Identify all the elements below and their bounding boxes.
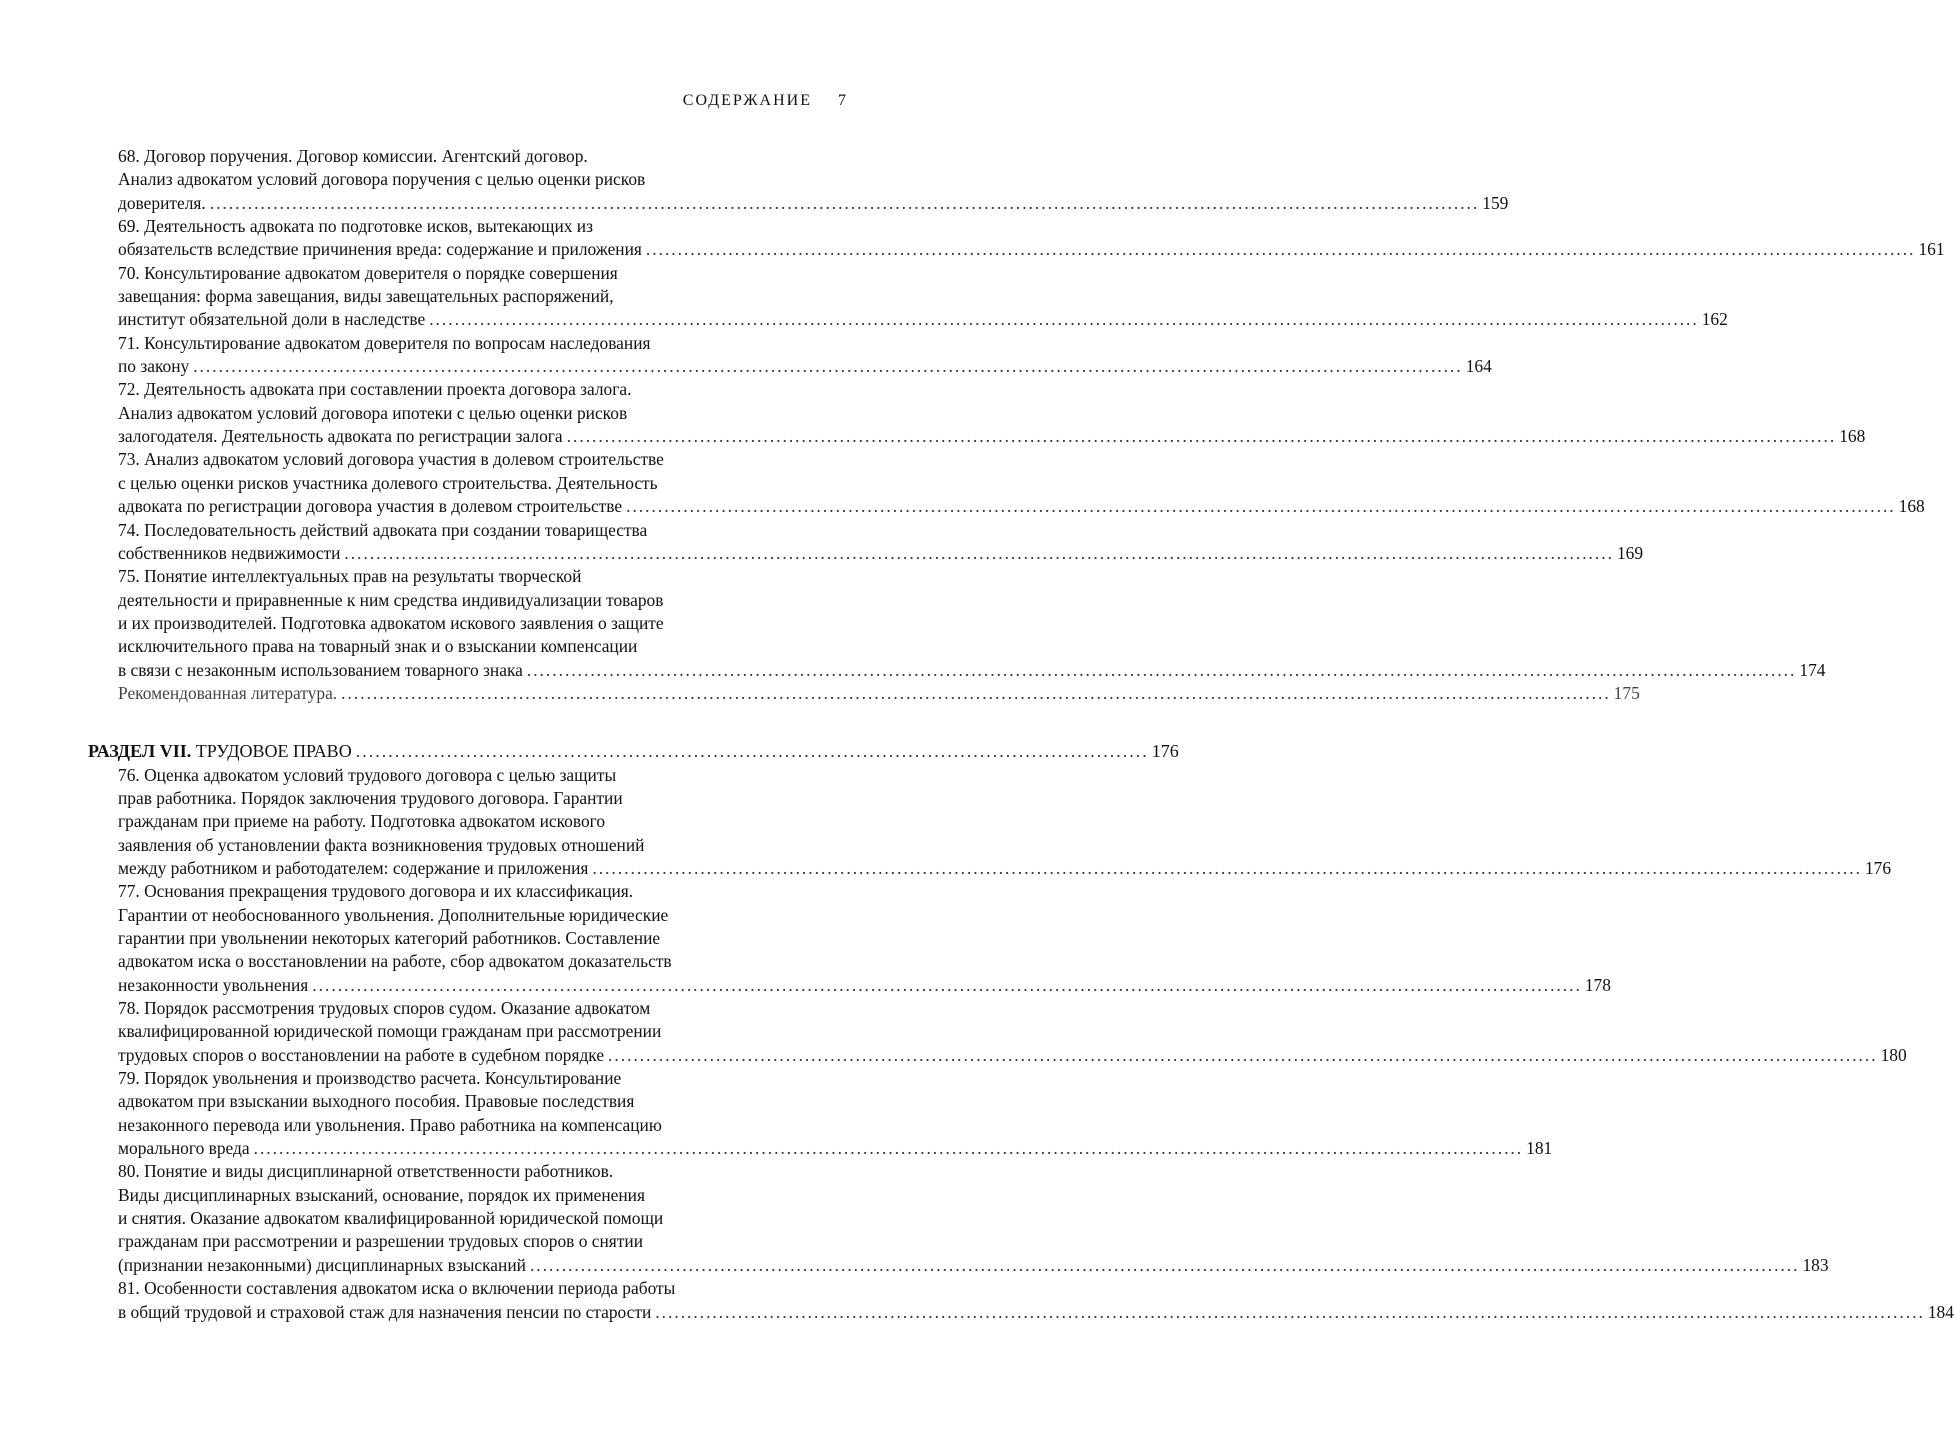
toc-entry-page: 175 [1613,682,1640,703]
toc-entry-text: прав работника. Порядок заключения трудового договора. Гарантии [118,787,623,808]
toc-entry [118,1067,1553,1160]
toc-entry-text: Виды дисциплинарных взысканий, основание, порядок их применения [118,1184,645,1205]
section-label: РАЗДЕЛ VII. [88,741,192,762]
toc-entry-text: с целью оценки рисков участника долевого строительства. Деятельность [118,472,658,493]
toc-entry-text: 72. Деятельность адвоката при составлении проекта договора залога. [118,379,632,400]
toc-entry-text: Гарантии от необоснованного увольнения. Дополнительные юридические [118,904,669,925]
toc-entry-page: 180 [1880,1044,1907,1065]
toc-entry-line [118,285,844,308]
toc-entry [118,997,1907,1067]
toc-entry-text: заявления об установлении факта возникновения трудовых отношений [118,834,645,855]
toc-entry-page: 183 [1802,1254,1829,1275]
leader-dots: ........................................................................................................................................................................................................ [341,682,1611,703]
toc-entry-text: гарантии при увольнении некоторых категорий работников. Составление [118,928,661,948]
toc-entry-text: и их производителей. Подготовка адвокатом искового заявления о защите [118,612,664,633]
toc-entry [118,880,1611,997]
leader-dots: ........................................................................................................................................................................................................ [529,1254,1800,1275]
toc-entry-line [118,378,844,401]
toc-entry [118,215,1945,262]
leader-dots: ........................................................................................................................................................................................................ [566,426,1837,447]
toc-entry-text: 71. Консультирование адвокатом доверителя по вопросам наследования [118,332,651,353]
toc-entry-text: доверителя. [118,192,206,213]
toc-entry-line [118,402,844,425]
toc-entry-text: в связи с незаконным использованием товарного знака [118,659,523,680]
toc-entry-line [118,1090,844,1113]
toc-entry-page: 161 [1918,239,1945,260]
toc-entry-line [118,1044,1907,1067]
page-number: 7 [838,92,846,109]
leader-dots: ........................................................................................................................................................................................................ [645,239,1916,260]
toc-entry-line [118,308,1728,331]
leader-dots: ........................................................................................................................................................................................................ [209,192,1480,213]
toc-entry-text: Анализ адвокатом условий договора поручения с целью оценки рисков [118,169,646,190]
toc-entry-text: деятельности и приравненные к ним средства индивидуализации товаров [118,589,664,610]
toc-entry-line [118,192,1509,215]
toc-entry-line [118,927,844,950]
toc-entry-line [118,519,844,542]
leader-dots: ........................................................................................................................................................................................................ [312,974,1582,995]
toc-entries-bottom [118,764,1954,1324]
toc-entry-text: Анализ адвокатом условий договора ипотеки с целью оценки рисков [118,402,628,423]
toc-entry-line [118,238,1945,261]
running-head [683,92,846,116]
toc-entry-text: 70. Консультирование адвокатом доверителя о порядке совершения [118,262,618,283]
toc-entry-line [118,1020,844,1043]
toc-entry [118,145,1509,215]
toc-entry-text: 69. Деятельность адвоката по подготовке исков, вытекающих из [118,216,593,237]
toc-entry-page: 184 [1927,1301,1954,1322]
leader-dots: ........................................................................................................................................................................................................ [253,1138,1524,1159]
section-gap [118,705,844,740]
toc-entry-text: 68. Договор поручения. Договор комиссии. Агентский договор. [118,146,588,166]
toc-entry [118,565,1826,682]
toc-entry-text: между работником и работодателем: содержание и приложения [118,857,589,878]
toc-entry [118,519,1644,566]
toc-entry-line [118,495,1925,518]
toc-entry-line [118,1114,844,1137]
toc-entry [118,1277,1954,1324]
toc-entry-line [118,1137,1553,1160]
toc-entry-text: институт обязательной доли в наследстве [118,309,426,330]
toc-entry-text: адвоката по регистрации договора участия в долевом строительстве [118,496,623,517]
toc-entry-line [118,682,1640,705]
toc-entry-line [118,355,1492,378]
leader-dots: ........................................................................................................................................................................................................ [608,1044,1878,1065]
toc-entry-text: адвокатом иска о восстановлении на работе, сбор адвокатом доказательств [118,951,672,972]
toc-entry-line [118,1301,1954,1324]
toc-entry-line [118,215,844,238]
running-head-title: СОДЕРЖАНИЕ [682,92,812,109]
toc-entry-text: собственников недвижимости [118,542,341,563]
section-page: 176 [1151,741,1179,762]
toc-entry-text: квалифицированной юридической помощи гражданам при рассмотрении [118,1021,662,1042]
leader-dots: ........................................................................................................................................................................................................ [626,496,1896,517]
toc-section-heading [88,740,1179,763]
leader-dots: .......................................................................................................................... [355,741,1149,762]
toc-entry-line [118,1230,844,1253]
toc-entry-text: в общий трудовой и страховой стаж для назначения пенсии по старости [118,1301,652,1322]
toc-entry [118,1160,1829,1277]
leader-dots: ........................................................................................................................................................................................................ [429,309,1699,330]
toc-entry [118,448,1925,518]
toc-entry-page: 164 [1465,356,1492,377]
toc-entry [118,682,1640,705]
toc-entry-text: гражданам при рассмотрении и разрешении трудовых споров о снятии [118,1231,644,1252]
toc-entry-text: 75. Понятие интеллектуальных прав на результаты творческой [118,566,582,587]
toc-entry-text: по закону [118,356,190,377]
toc-entry-text: 81. Особенности составления адвокатом иска о включении периода работы [118,1278,676,1299]
toc-entry-page: 169 [1616,542,1644,563]
toc-entry-text: 74. Последовательность действий адвоката при создании товарищества [118,519,648,540]
toc-entry-line [118,1067,844,1090]
toc-entry-text: адвокатом при взыскании выходного пособия. Правовые последствия [118,1091,635,1112]
toc-entry-text: залогодателя. Деятельность адвоката по регистрации залога [118,426,563,447]
toc-entry-text: завещания: форма завещания, виды завещательных распоряжений, [118,286,614,307]
section-line [88,740,1179,763]
toc-entry-line [118,974,1611,997]
section-title: ТРУДОВОЕ ПРАВО [195,741,352,762]
toc-entry [118,378,1866,448]
toc-entry-line [118,997,844,1020]
toc-entry-page: 168 [1898,496,1925,517]
toc-entry-line [118,1277,844,1300]
table-of-contents [88,145,1954,1324]
toc-entry-line [118,565,844,588]
toc-entry-page: 159 [1482,192,1509,213]
leader-dots: ........................................................................................................................................................................................................ [526,659,1797,680]
toc-entry-page: 168 [1839,426,1866,447]
toc-entry-text: 80. Понятие и виды дисциплинарной ответственности работников. [118,1161,614,1182]
toc-entry-line [118,857,1892,880]
toc-entry-page: 178 [1584,974,1611,995]
toc-entry-line [118,1254,1829,1277]
toc-entry-line [118,659,1826,682]
toc-entry [118,332,1492,379]
toc-entry-line [118,880,844,903]
toc-entry-text: трудовых споров о восстановлении на работе в судебном порядке [118,1044,605,1065]
toc-entry-text: обязательств вследствие причинения вреда: содержание и приложения [118,239,642,260]
toc-entry [118,764,1892,881]
toc-entry-line [118,425,1866,448]
toc-entry-line [118,635,844,658]
toc-entry-text: гражданам при приеме на работу. Подготовка адвокатом искового [118,811,606,832]
toc-entry-line [118,262,844,285]
toc-entry-line [118,472,844,495]
toc-entry-page: 181 [1526,1138,1553,1159]
toc-entries-top [118,145,1945,705]
toc-entry-line [118,834,844,857]
toc-entry-line [118,332,844,355]
leader-dots: ........................................................................................................................................................................................................ [193,356,1463,377]
toc-entry-line [118,1160,844,1183]
toc-entry-line [118,1207,844,1230]
toc-entry-line [118,810,844,833]
toc-entry-text: 79. Порядок увольнения и производство расчета. Консультирование [118,1068,622,1089]
toc-entry-page: 174 [1799,659,1826,680]
toc-entry-text: исключительного права на товарный знак и о взыскании компенсации [118,636,638,657]
toc-entry-page: 162 [1701,309,1728,330]
toc-entry-line [118,542,1644,565]
toc-entry-text: незаконного перевода или увольнения. Право работника на компенсацию [118,1114,662,1135]
leader-dots: ........................................................................................................................................................................................................ [592,857,1862,878]
toc-entry-line [118,448,844,471]
toc-entry-line [118,145,844,168]
toc-entry-line [118,764,844,787]
toc-entry-line [118,904,844,927]
toc-entry-text: 76. Оценка адвокатом условий трудового договора с целью защиты [118,764,617,785]
toc-entry-page: 176 [1864,857,1892,878]
toc-entry-line [118,1184,844,1207]
toc-entry-line [118,950,844,973]
toc-entry-text: и снятия. Оказание адвокатом квалифицированной юридической помощи [118,1208,664,1229]
leader-dots: ........................................................................................................................................................................................................ [344,542,1614,563]
toc-entry-line [118,589,844,612]
toc-entry-text: 78. Порядок рассмотрения трудовых споров судом. Оказание адвокатом [118,998,651,1019]
toc-entry-line [118,168,844,191]
toc-entry-line [118,787,844,810]
toc-entry-text: морального вреда [118,1138,250,1159]
toc-entry-text: 77. Основания прекращения трудового договора и их классификация. [118,881,634,902]
toc-entry-line [118,612,844,635]
toc-entry-text: 73. Анализ адвокатом условий договора участия в долевом строительстве [118,449,664,470]
toc-entry-text: (признании незаконными) дисциплинарных взысканий [118,1254,526,1275]
toc-entry-text: Рекомендованная литература. [118,682,338,703]
toc-entry [118,262,1728,332]
leader-dots: ........................................................................................................................................................................................................ [655,1301,1925,1322]
toc-entry-text: незаконности увольнения [118,974,309,995]
